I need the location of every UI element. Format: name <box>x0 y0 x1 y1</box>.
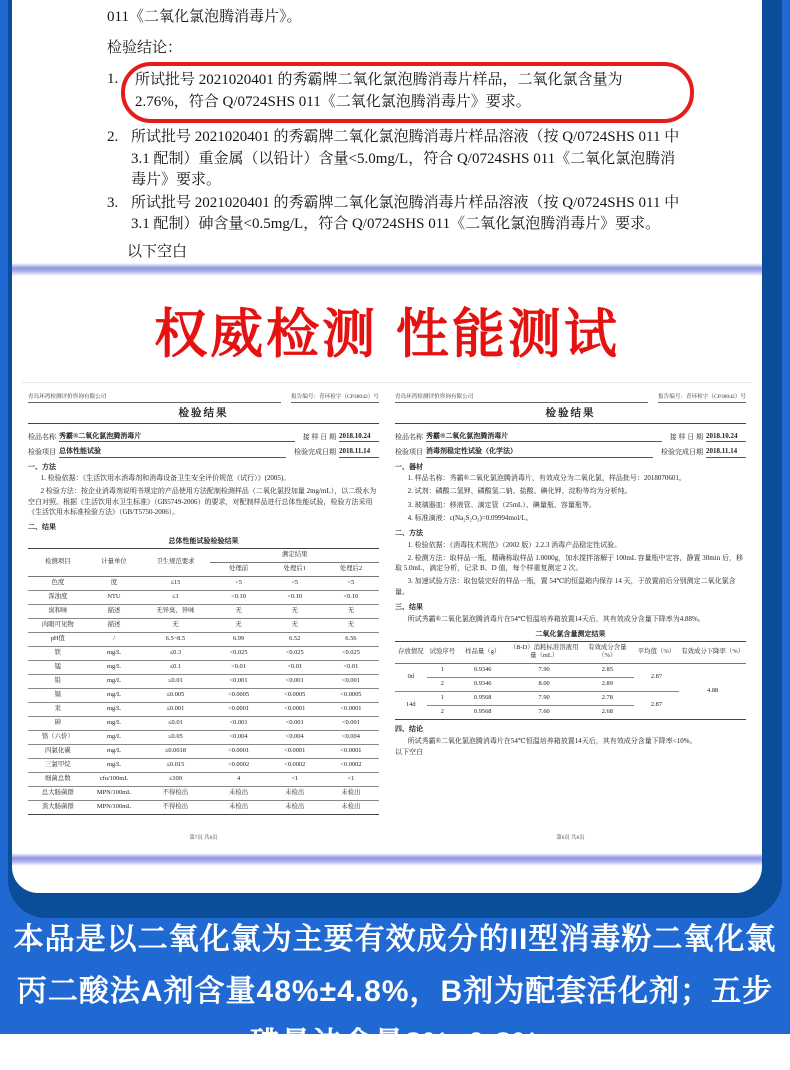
page-footer: 第7页 共8页 <box>189 835 218 842</box>
table-title: 总体性能试验检验结果 <box>168 537 239 546</box>
table-title: 二氧化氯含量测定结果 <box>535 630 606 639</box>
table-row <box>395 642 746 664</box>
table-row <box>28 660 379 674</box>
field-value: 2018.11.14 <box>339 446 379 457</box>
report-title: 检验结果 <box>28 403 379 424</box>
table-cell: 臭和味 <box>28 604 88 618</box>
table-cell: ≤0.005 <box>140 688 210 702</box>
table-cell: MPN/100mL <box>88 800 141 814</box>
field-label: 接 样 日 期 <box>669 432 703 441</box>
table-cell: 描述 <box>88 618 141 632</box>
table-cell: 0.9568 <box>458 705 507 719</box>
table-row <box>28 674 379 688</box>
table-cell: <0.025 <box>210 646 266 660</box>
table-cell: <1 <box>267 772 323 786</box>
table-cell: 铁 <box>28 646 88 660</box>
table-cell: 总大肠菌群 <box>28 786 88 800</box>
table-cell: mg/L <box>88 744 141 758</box>
company-name: 青岛环湾检测评价咨询有限公司 <box>395 393 648 403</box>
table-cell: mg/L <box>88 716 141 730</box>
table-cell: 1 <box>427 663 459 677</box>
table-cell: 0.9346 <box>458 677 507 691</box>
white-card <box>12 0 762 893</box>
table-row <box>28 646 379 660</box>
table-cell: <0.025 <box>323 646 379 660</box>
table-cell: <5 <box>267 576 323 590</box>
field-label: 检验完成日期 <box>294 448 336 457</box>
table-row <box>28 730 379 744</box>
table-cell: 无 <box>267 604 323 618</box>
field-label: 检验项目 <box>28 448 56 457</box>
field-value: 秀霸®二氧化氯泡腾消毒片 <box>59 431 295 442</box>
table-cell: <0.0001 <box>323 702 379 716</box>
table-cell: <0.001 <box>210 716 266 730</box>
field-value: 2018.11.14 <box>706 446 746 457</box>
paragraph: 所试秀霸®二氧化氯泡腾消毒片在54℃恒温培养箱放置14天后，其有效成分含量下降率<10%。 <box>407 736 697 745</box>
table-row <box>28 702 379 716</box>
table-cell: mg/L <box>88 688 141 702</box>
report-left <box>28 393 379 847</box>
banner-line: 碘量法含量8%±0.8% <box>249 1027 541 1060</box>
table-cell: <0.0005 <box>210 688 266 702</box>
paragraph: 1. 检验依据：《生活饮用水消毒剂和消毒设备卫生安全评价规范（试行）》(2005)。 <box>40 474 291 483</box>
table-cell: ≤0.1 <box>140 660 210 674</box>
table-cell: 铬（六价） <box>28 730 88 744</box>
table-cell: 无 <box>210 604 266 618</box>
table-cell: （B-D）消耗标准溶液用量（mL） <box>507 642 581 664</box>
table-cell: 6.56 <box>323 632 379 646</box>
table-cell: 三氯甲烷 <box>28 758 88 772</box>
item-text: 所试批号 2021020401 的秀霸牌二氧化氯泡腾消毒片样品溶液（按 Q/0724SHS 011 中 3.1 配制）重金属（以铅计）含量<5.0mg/L，符合 Q/0724SHS 011《二氧化氯泡腾消毒片》要求。 <box>131 129 680 188</box>
field-value: 总体性能试验 <box>59 446 286 457</box>
page-footer: 第6页 共8页 <box>556 835 585 842</box>
bottom-banner <box>0 908 790 1070</box>
table-cell: 1 <box>427 691 459 705</box>
table-cell: 7.60 <box>507 705 581 719</box>
field-label: 接 样 日 期 <box>302 432 336 441</box>
section-heading: 二、结果 <box>28 523 56 532</box>
table-cell: ≤0.01 <box>140 716 210 730</box>
table-cell: 6.5~8.5 <box>140 632 210 646</box>
paragraph: 1. 检验依据：《消毒技术规范》（2002 版）2.2.3 消毒产品稳定性试验。 <box>407 540 622 549</box>
table-cell: 无 <box>267 618 323 632</box>
report-number: 报告编号：青环检字（CP38042）号 <box>291 393 379 403</box>
table-row <box>28 772 379 786</box>
table-cell: ≤0.3 <box>140 646 210 660</box>
results-table <box>395 641 746 720</box>
item-number: 2. <box>107 129 119 145</box>
table-cell: <0.004 <box>323 730 379 744</box>
field-value: 2018.10.24 <box>339 431 379 442</box>
table-cell: 无 <box>323 604 379 618</box>
table-cell: 不得检出 <box>140 786 210 800</box>
paragraph: 4. 标准滴液：c(Na₂S₂O₃)=0.09994mol/L。 <box>407 513 533 522</box>
table-cell: 0d <box>395 663 427 691</box>
divider <box>12 853 762 866</box>
table-cell: 处理后1 <box>267 562 323 576</box>
table-cell: <5 <box>323 576 379 590</box>
banner-line: 本品是以二氧化氯为主要有效成分的II型消毒粉二氧化氯 <box>13 923 777 956</box>
table-cell: ≤0.001 <box>140 702 210 716</box>
table-cell: mg/L <box>88 646 141 660</box>
reports-row <box>12 383 762 853</box>
table-cell: 无 <box>140 618 210 632</box>
banner-line: 丙二酸法A剂含量48%±4.8%，B剂为配套活化剂；五步 <box>16 975 774 1008</box>
table-cell: <0.001 <box>323 716 379 730</box>
table-cell: <0.0001 <box>267 702 323 716</box>
table-cell: pH值 <box>28 632 88 646</box>
highlight-oval: 所试批号 2021020401 的秀霸牌二氧化氯泡腾消毒片样品，二氧化氯含量为 2.76%，符合 Q/0724SHS 011《二氧化氯泡腾消毒片》要求。 <box>121 62 694 123</box>
table-cell: NTU <box>88 590 141 604</box>
field-row <box>28 446 379 457</box>
table-cell: 2.87 <box>634 663 680 691</box>
table-cell: <0.0002 <box>210 758 266 772</box>
table-cell: / <box>88 632 141 646</box>
page-title: 权威检测 性能测试 <box>154 305 620 364</box>
table-cell: MPN/100mL <box>88 786 141 800</box>
card-end-space <box>12 866 762 893</box>
table-cell: <0.10 <box>210 590 266 604</box>
table-cell: 样品量（g） <box>458 642 507 664</box>
table-cell: 处理后2 <box>323 562 379 576</box>
blank-below-note: 以下空白 <box>127 243 188 260</box>
table-cell: ≤1 <box>140 590 210 604</box>
table-cell: <0.0002 <box>323 758 379 772</box>
table-cell: 2.68 <box>581 705 634 719</box>
table-cell: <0.0002 <box>267 758 323 772</box>
table-cell: mg/L <box>88 674 141 688</box>
section-heading: 一、器材 <box>395 462 423 471</box>
table-cell: 未检出 <box>267 786 323 800</box>
table-cell: <0.025 <box>267 646 323 660</box>
field-label: 检品名称 <box>395 432 423 441</box>
table-cell: 7.90 <box>507 663 581 677</box>
table-cell: <0.001 <box>267 674 323 688</box>
divider <box>12 263 762 276</box>
table-row <box>28 549 379 563</box>
table-cell: 锰 <box>28 660 88 674</box>
conclusion-item-1 <box>107 62 694 126</box>
table-cell: 0.9346 <box>458 663 507 677</box>
table-cell: 试验序号 <box>427 642 459 664</box>
table-cell: <0.0005 <box>323 688 379 702</box>
table-cell: 铅 <box>28 674 88 688</box>
table-cell: <0.0001 <box>267 744 323 758</box>
item-number: 3. <box>107 194 119 211</box>
table-cell: 0.9568 <box>458 691 507 705</box>
table-cell: ≤15 <box>140 576 210 590</box>
table-cell: <0.01 <box>323 660 379 674</box>
table-cell: <1 <box>323 772 379 786</box>
table-cell: ≤0.0018 <box>140 744 210 758</box>
field-row <box>395 431 746 442</box>
table-cell: 未检出 <box>210 786 266 800</box>
field-value: 2018.10.24 <box>706 431 746 442</box>
paragraph: 2. 检测方法：取样品一瓶，精确称取样品 1.0000g，加水搅拌溶解于 100mL 容量瓶中定容，静置 30min 后，移取 5.0mL，滴定分析，记录 B、D 值，每个样重复测定 2 次。 <box>395 554 743 573</box>
table-cell: 2 <box>427 677 459 691</box>
table-cell: 2.87 <box>634 691 680 719</box>
table-cell: 四氯化碳 <box>28 744 88 758</box>
table-cell: 粪大肠菌群 <box>28 800 88 814</box>
results-table <box>28 548 379 815</box>
table-cell: mg/L <box>88 660 141 674</box>
field-label: 检验项目 <box>395 448 423 457</box>
table-cell: <0.0005 <box>267 688 323 702</box>
table-cell: 未检出 <box>323 786 379 800</box>
table-cell: <0.0001 <box>210 702 266 716</box>
table-cell: <0.004 <box>210 730 266 744</box>
field-value: 秀霸®二氧化氯泡腾消毒片 <box>426 431 662 442</box>
table-cell: 6.99 <box>210 632 266 646</box>
table-cell: 平均值（%） <box>634 642 680 664</box>
conclusion-item-2 <box>107 127 694 192</box>
table-cell: <0.0001 <box>323 744 379 758</box>
report-header <box>28 393 379 403</box>
table-cell: 检测项目 <box>28 549 88 577</box>
paragraph: 3. 玻璃器皿：移液管、滴定管（25mL）、碘量瓶、容量瓶等。 <box>407 500 596 509</box>
table-cell: 卫生规范要求 <box>140 549 210 577</box>
paragraph: 1. 样品名称：秀霸®二氧化氯泡腾消毒片，有效成分为二氧化氯，样品批号：2018070601。 <box>407 474 686 483</box>
table-cell: cfu/100mL <box>88 772 141 786</box>
section-heading: 二、方法 <box>395 529 423 538</box>
table-row <box>28 758 379 772</box>
table-cell: 2.78 <box>581 691 634 705</box>
table-cell: mg/L <box>88 758 141 772</box>
conclusion-item-3 <box>107 193 694 236</box>
report-right <box>395 393 746 847</box>
table-cell: 2.89 <box>581 677 634 691</box>
table-cell: <0.001 <box>323 674 379 688</box>
table-cell: 处理前 <box>210 562 266 576</box>
table-cell: 有效成分含量（%） <box>581 642 634 664</box>
table-cell: 描述 <box>88 604 141 618</box>
table-row <box>395 663 746 677</box>
table-cell: mg/L <box>88 730 141 744</box>
table-cell: <0.10 <box>267 590 323 604</box>
conclusion-label: 检验结论： <box>107 39 183 56</box>
table-cell: 未检出 <box>267 800 323 814</box>
table-cell: 无异臭、异味 <box>140 604 210 618</box>
table-cell: 无 <box>323 618 379 632</box>
table-cell: 浑浊度 <box>28 590 88 604</box>
table-cell: 14d <box>395 691 427 719</box>
table-cell: <0.01 <box>210 660 266 674</box>
table-cell: ≤100 <box>140 772 210 786</box>
table-cell: 有效成分下降率（%） <box>679 642 746 664</box>
table-cell: 色度 <box>28 576 88 590</box>
table-cell: 测定结果 <box>210 549 379 563</box>
paragraph: 2. 试剂：磷酸二氢钾、磷酸氢二钠、盐酸、碘化钾、淀粉等均为分析纯。 <box>407 487 632 496</box>
table-row <box>28 716 379 730</box>
table-cell: 计量单位 <box>88 549 141 577</box>
table-row <box>28 618 379 632</box>
field-row <box>28 431 379 442</box>
table-cell: <0.001 <box>267 716 323 730</box>
field-label: 检验完成日期 <box>661 448 703 457</box>
table-cell: 7.90 <box>507 691 581 705</box>
section-heading: 一、方法 <box>28 462 56 471</box>
table-cell: <0.10 <box>323 590 379 604</box>
table-row <box>28 590 379 604</box>
table-cell: <0.004 <box>267 730 323 744</box>
report-title: 检验结果 <box>395 403 746 424</box>
paragraph: 3. 加速试验方法：取包装完好的样品一瓶，置 54℃的恒温箱内保存 14 天，于放置前后分别测定二氧化氯含量。 <box>395 577 736 596</box>
table-cell: 汞 <box>28 702 88 716</box>
table-cell: 2.85 <box>581 663 634 677</box>
paragraph: 2 检验方法：按企业消毒剂说明书规定的产品使用方法配制检测样品（二氧化氯投加量 2mg/mL），以二级水为空白对照。根据《生活饮用水卫生标准》（GB5749-2006）的要求，对配制样品进行总体性能试验，检验方法采用《生活饮用水标准检验方法》（GB/T5750-2006）。 <box>28 487 377 516</box>
table-cell: <0.001 <box>210 674 266 688</box>
table-row <box>28 800 379 814</box>
table-cell: 细菌总数 <box>28 772 88 786</box>
table-cell: mg/L <box>88 702 141 716</box>
table-cell: 4.88 <box>679 663 746 719</box>
table-cell: <0.01 <box>267 660 323 674</box>
field-row <box>395 446 746 457</box>
table-cell: 无 <box>210 618 266 632</box>
item-text: 所试批号 2021020401 的秀霸牌二氧化氯泡腾消毒片样品溶液（按 Q/0724SHS 011 中 3.1 配制）砷含量<0.5mg/L，符合 Q/0724SHS 011《二氧化氯泡腾消毒片》要求。 <box>131 194 680 232</box>
table-cell: 4 <box>210 772 266 786</box>
section-heading: 四、结论 <box>395 724 423 733</box>
paragraph: 所试秀霸®二氧化氯泡腾消毒片在54℃恒温培养箱放置14天后，其有效成分含量下降率为4.88%。 <box>407 614 705 623</box>
table-cell: 镉 <box>28 688 88 702</box>
document-line: 011《二氧化氯泡腾消毒片》。 <box>107 9 302 25</box>
section-heading: 三、结果 <box>395 603 423 612</box>
table-cell: 度 <box>88 576 141 590</box>
table-row <box>28 576 379 590</box>
company-name: 青岛环湾检测评价咨询有限公司 <box>28 393 281 403</box>
field-value: 消毒剂稳定性试验（化学法） <box>426 446 653 457</box>
report-number: 报告编号：青环检字（CP38042）号 <box>658 393 746 403</box>
table-cell: ≤0.01 <box>140 674 210 688</box>
table-cell: <5 <box>210 576 266 590</box>
table-cell: ≤0.015 <box>140 758 210 772</box>
table-cell: <0.0001 <box>210 744 266 758</box>
table-cell: 未检出 <box>323 800 379 814</box>
report-header <box>395 393 746 403</box>
table-cell: 不得检出 <box>140 800 210 814</box>
item-number: 1. <box>107 71 119 87</box>
table-row <box>28 688 379 702</box>
table-cell: 6.52 <box>267 632 323 646</box>
table-cell: 存放情况 <box>395 642 427 664</box>
table-row <box>28 604 379 618</box>
table-cell: ≤0.05 <box>140 730 210 744</box>
field-label: 检品名称 <box>28 432 56 441</box>
conclusion-document <box>12 0 762 263</box>
table-row <box>28 744 379 758</box>
table-cell: 2 <box>427 705 459 719</box>
table-row <box>28 632 379 646</box>
blank-below-note: 以下空白 <box>395 748 423 757</box>
table-cell: 肉眼可见物 <box>28 618 88 632</box>
table-row <box>28 786 379 800</box>
table-cell: 砷 <box>28 716 88 730</box>
table-cell: 8.00 <box>507 677 581 691</box>
table-cell: 未检出 <box>210 800 266 814</box>
